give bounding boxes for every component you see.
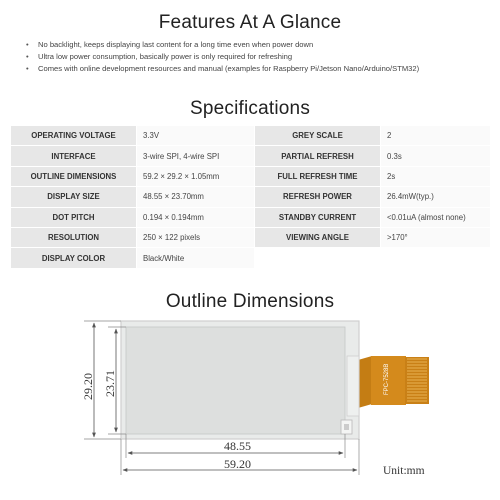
spec-key: STANDBY CURRENT (255, 207, 381, 227)
spec-key: FULL REFRESH TIME (255, 166, 381, 186)
corner-marker-inner (344, 424, 349, 430)
spec-value: 26.4mW(typ.) (381, 187, 491, 207)
spec-value: <0.01uA (almost none) (381, 207, 491, 227)
table-row (11, 207, 491, 227)
outline-drawing (0, 312, 500, 500)
spec-value: 250 × 122 pixels (137, 227, 255, 247)
feature-item: • Ultra low power consumption, basically power is only required for refreshing (24, 51, 494, 63)
spec-key: OUTLINE DIMENSIONS (11, 166, 137, 186)
fpc-bend (358, 356, 372, 408)
table-row (11, 146, 491, 166)
spec-key: DISPLAY SIZE (11, 187, 137, 207)
feature-item: • No backlight, keeps displaying last content for a long time even when power down (24, 39, 494, 51)
spec-key: OPERATING VOLTAGE (11, 126, 137, 146)
dim-height-inner-label: 23.71 (103, 370, 117, 397)
spec-value: 3.3V (137, 126, 255, 146)
spec-value: 2s (381, 166, 491, 186)
fpc-connector (358, 356, 429, 408)
table-row (11, 248, 491, 268)
connector-pad (347, 356, 359, 416)
table-row (11, 166, 491, 186)
dim-width-outer-label: 59.20 (224, 457, 251, 471)
features-title: Features At A Glance (158, 12, 342, 33)
spec-value: 59.2 × 29.2 × 1.05mm (137, 166, 255, 186)
specifications-table (10, 125, 491, 269)
feature-item: • Comes with online development resources and manual (examples for Raspberry Pi/Jetson Nano/Arduino/STM32) (24, 63, 494, 75)
spec-key: PARTIAL REFRESH (255, 146, 381, 166)
outline-title: Outline Dimensions (165, 291, 335, 312)
spec-key: INTERFACE (11, 146, 137, 166)
spec-value: 2 (381, 126, 491, 146)
unit-label: Unit:mm (383, 465, 425, 477)
table-row (11, 187, 491, 207)
spec-key: DOT PITCH (11, 207, 137, 227)
spec-value: 0.194 × 0.194mm (137, 207, 255, 227)
spec-value: 3-wire SPI, 4-wire SPI (137, 146, 255, 166)
table-row (11, 227, 491, 247)
fpc-label: FPC-7528B (384, 363, 390, 395)
dim-width-inner-label: 48.55 (224, 439, 251, 453)
dim-height-outer-label: 29.20 (81, 373, 95, 400)
epaper-panel (121, 321, 359, 439)
specifications-title: Specifications (189, 98, 311, 119)
spec-key: DISPLAY COLOR (11, 248, 137, 268)
spec-key: GREY SCALE (255, 126, 381, 146)
spec-key: RESOLUTION (11, 227, 137, 247)
spec-empty-cell (381, 248, 491, 268)
spec-value: >170° (381, 227, 491, 247)
spec-value: 48.55 × 23.70mm (137, 187, 255, 207)
table-row (11, 126, 491, 146)
spec-empty-cell (255, 248, 381, 268)
spec-value: Black/White (137, 248, 255, 268)
active-area (126, 327, 345, 434)
spec-key: REFRESH POWER (255, 187, 381, 207)
spec-key: VIEWING ANGLE (255, 227, 381, 247)
spec-value: 0.3s (381, 146, 491, 166)
features-list (24, 39, 494, 76)
